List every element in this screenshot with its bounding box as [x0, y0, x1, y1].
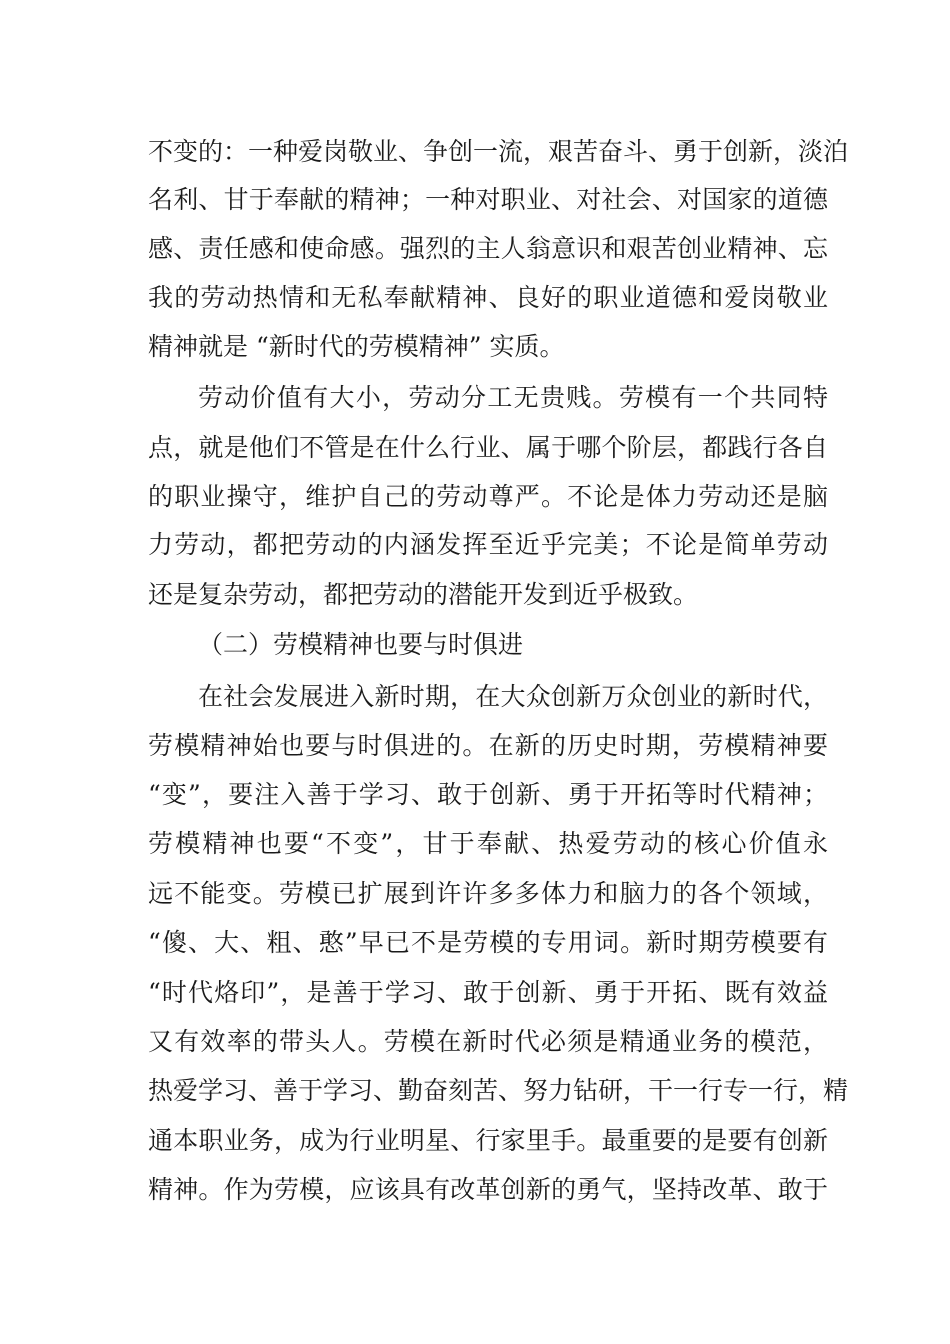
- paragraph-line: “时代烙印”，是善于学习、敢于创新、勇于开拓、既有效益: [148, 978, 828, 1007]
- paragraph-line: 远不能变。劳模已扩展到许许多多体力和脑力的各个领域，: [148, 879, 828, 908]
- paragraph-line: 劳动价值有大小，劳动分工无贵贱。劳模有一个共同特: [198, 383, 828, 412]
- paragraph-line: “变”，要注入善于学习、敢于创新、勇于开拓等时代精神；: [148, 780, 828, 809]
- paragraph-line: 又有效率的带头人。劳模在新时代必须是精通业务的模范，: [148, 1027, 828, 1056]
- paragraph-line: 通本职业务，成为行业明星、行家里手。最重要的是要有创新: [148, 1126, 828, 1155]
- paragraph-line: 劳模精神始也要与时俱进的。在新的历史时期，劳模精神要: [148, 731, 828, 760]
- section-heading: （二）劳模精神也要与时俱进: [198, 630, 524, 659]
- paragraph-line: “傻、大、粗、憨”早已不是劳模的专用词。新时期劳模要有: [148, 928, 828, 957]
- paragraph-line: 力劳动，都把劳动的内涵发挥至近乎完美；不论是简单劳动: [148, 530, 828, 559]
- paragraph-line: 我的劳动热情和无私奉献精神、良好的职业道德和爱岗敬业: [148, 283, 828, 312]
- paragraph-line: 的职业操守，维护自己的劳动尊严。不论是体力劳动还是脑: [148, 482, 828, 511]
- paragraph-line: 感、责任感和使命感。强烈的主人翁意识和艰苦创业精神、忘: [148, 234, 828, 263]
- paragraph-line: 不变的：一种爱岗敬业、争创一流，艰苦奋斗、勇于创新，淡泊: [148, 137, 849, 166]
- paragraph-line: 精神。作为劳模，应该具有改革创新的勇气，坚持改革、敢于: [148, 1175, 828, 1204]
- paragraph-line: 劳模精神也要“不变”，甘于奉献、热爱劳动的核心价值永: [148, 829, 828, 858]
- paragraph-line: 名利、甘于奉献的精神；一种对职业、对社会、对国家的道德: [148, 185, 828, 214]
- paragraph-line: 在社会发展进入新时期，在大众创新万众创业的新时代，: [198, 682, 828, 711]
- paragraph-line: 点，就是他们不管是在什么行业、属于哪个阶层，都践行各自: [148, 433, 828, 462]
- paragraph-line: 还是复杂劳动，都把劳动的潜能开发到近乎极致。: [148, 580, 699, 609]
- paragraph-line: 精神就是 “新时代的劳模精神” 实质。: [148, 332, 565, 361]
- paragraph-line: 热爱学习、善于学习、勤奋刻苦、努力钻研，干一行专一行，精: [148, 1076, 849, 1105]
